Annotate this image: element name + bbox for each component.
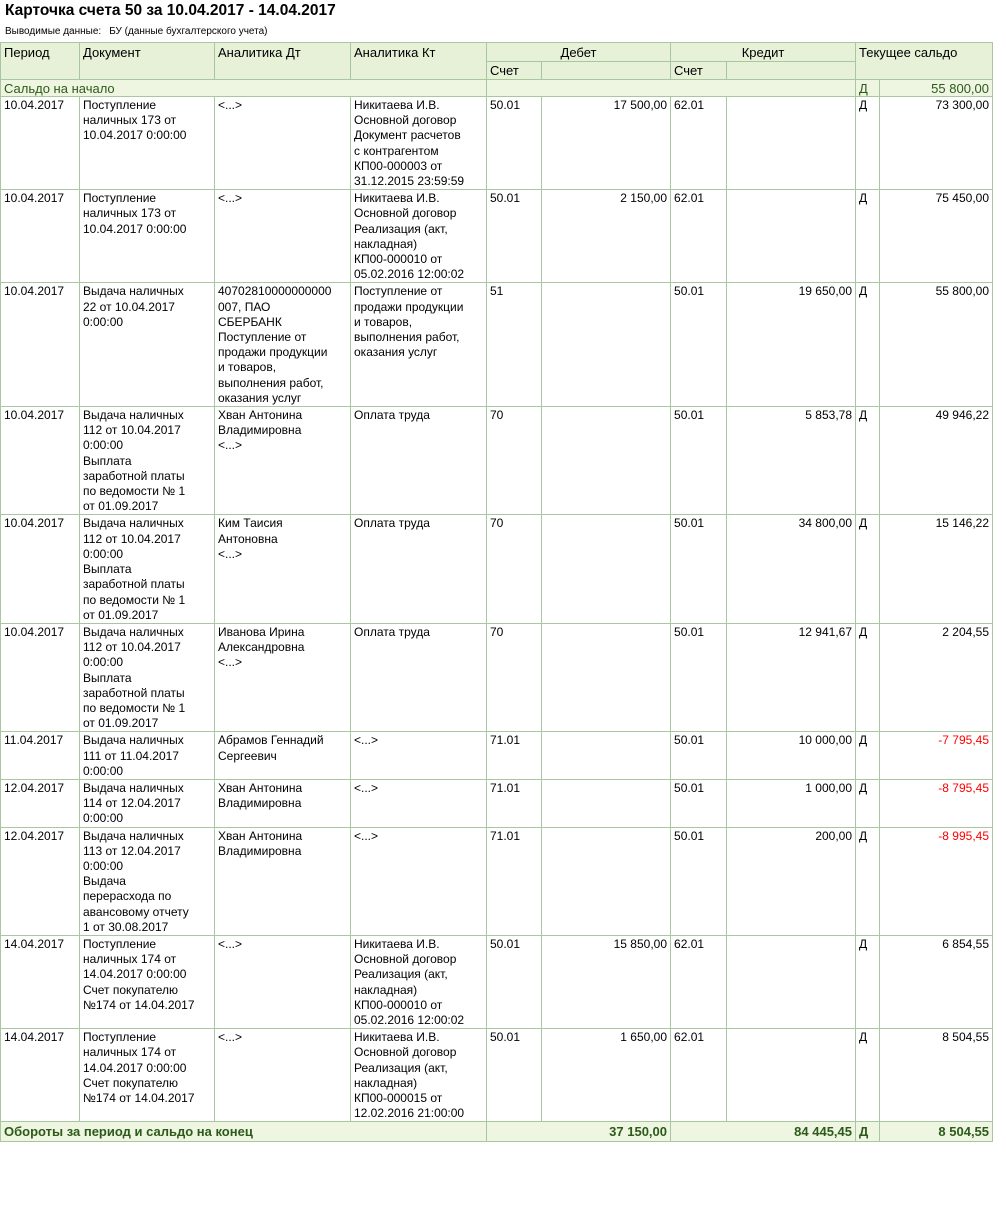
row-balance-amount: 6 854,55 [880, 935, 993, 1028]
row-document: Поступление наличных 173 от 10.04.2017 0:00:00 [80, 190, 215, 283]
row-balance-side: Д [856, 732, 880, 780]
row-period: 14.04.2017 [1, 935, 80, 1028]
row-analytics-kt: Никитаева И.В. Основной договор Реализация (акт, накладная) КП00-000010 от 05.02.2016 12:00:02 [351, 935, 487, 1028]
row-credit-account: 50.01 [671, 827, 727, 935]
totals-label: Обороты за период и сальдо на конец [1, 1122, 487, 1142]
row-analytics-dt: 40702810000000000 007, ПАО СБЕРБАНК Поступление от продажи продукции и товаров, выполнения работ, оказания услуг [215, 283, 351, 407]
row-debit-account: 70 [487, 515, 542, 623]
row-analytics-kt: Никитаева И.В. Основной договор Реализация (акт, накладная) КП00-000010 от 05.02.2016 12:00:02 [351, 190, 487, 283]
row-analytics-dt: <...> [215, 97, 351, 190]
row-analytics-kt: Никитаева И.В. Основной договор Реализация (акт, накладная) КП00-000015 от 12.02.2016 21:00:00 [351, 1029, 487, 1122]
row-debit-amount: 2 150,00 [542, 190, 671, 283]
opening-empty [487, 80, 856, 97]
row-debit-account: 50.01 [487, 935, 542, 1028]
totals-side: Д [856, 1122, 880, 1142]
row-debit-amount [542, 827, 671, 935]
row-document: Выдача наличных 113 от 12.04.2017 0:00:00 Выдача перерасхода по авансовому отчету 1 от 30.08.2017 [80, 827, 215, 935]
row-credit-amount [727, 1029, 856, 1122]
row-document: Поступление наличных 174 от 14.04.2017 0:00:00 Счет покупателю №174 от 14.04.2017 [80, 935, 215, 1028]
row-balance-amount: 15 146,22 [880, 515, 993, 623]
row-credit-amount: 12 941,67 [727, 623, 856, 731]
row-document: Выдача наличных 112 от 10.04.2017 0:00:00 Выплата заработной платы по ведомости № 1 от 01.09.2017 [80, 623, 215, 731]
row-credit-account: 62.01 [671, 97, 727, 190]
totals-balance: 8 504,55 [880, 1122, 993, 1142]
row-debit-amount: 17 500,00 [542, 97, 671, 190]
row-debit-account: 50.01 [487, 97, 542, 190]
row-balance-amount: 75 450,00 [880, 190, 993, 283]
row-document: Выдача наличных 112 от 10.04.2017 0:00:00 Выплата заработной платы по ведомости № 1 от 01.09.2017 [80, 515, 215, 623]
row-period: 10.04.2017 [1, 190, 80, 283]
row-analytics-kt: Оплата труда [351, 623, 487, 731]
row-debit-account: 50.01 [487, 1029, 542, 1122]
row-balance-side: Д [856, 935, 880, 1028]
row-debit-account: 71.01 [487, 779, 542, 827]
row-document: Выдача наличных 22 от 10.04.2017 0:00:00 [80, 283, 215, 407]
output-value: БУ (данные бухгалтерского учета) [109, 26, 268, 37]
row-credit-amount [727, 97, 856, 190]
row-period: 10.04.2017 [1, 283, 80, 407]
header-balance: Текущее сальдо [856, 43, 993, 80]
row-debit-amount [542, 407, 671, 515]
table-row [1, 827, 993, 935]
row-debit-amount: 1 650,00 [542, 1029, 671, 1122]
row-period: 12.04.2017 [1, 779, 80, 827]
row-document: Выдача наличных 112 от 10.04.2017 0:00:00 Выплата заработной платы по ведомости № 1 от 01.09.2017 [80, 407, 215, 515]
row-credit-account: 50.01 [671, 732, 727, 780]
row-credit-account: 50.01 [671, 779, 727, 827]
row-period: 12.04.2017 [1, 827, 80, 935]
row-debit-amount [542, 732, 671, 780]
table-row [1, 732, 993, 780]
row-credit-account: 50.01 [671, 283, 727, 407]
row-analytics-kt: <...> [351, 827, 487, 935]
row-document: Выдача наличных 114 от 12.04.2017 0:00:00 [80, 779, 215, 827]
row-analytics-kt: Никитаева И.В. Основной договор Документ расчетов с контрагентом КП00-000003 от 31.12.2015 23:59:59 [351, 97, 487, 190]
row-debit-account: 50.01 [487, 190, 542, 283]
row-balance-amount: 73 300,00 [880, 97, 993, 190]
row-debit-amount [542, 283, 671, 407]
row-balance-side: Д [856, 283, 880, 407]
totals-credit: 84 445,45 [671, 1122, 856, 1142]
table-row [1, 515, 993, 623]
row-balance-side: Д [856, 623, 880, 731]
row-analytics-dt: Иванова Ирина Александровна <...> [215, 623, 351, 731]
row-document: Поступление наличных 174 от 14.04.2017 0:00:00 Счет покупателю №174 от 14.04.2017 [80, 1029, 215, 1122]
row-balance-amount: -7 795,45 [880, 732, 993, 780]
header-row [1, 43, 993, 62]
row-credit-account: 62.01 [671, 935, 727, 1028]
row-analytics-dt: Хван Антонина Владимировна [215, 827, 351, 935]
row-analytics-dt: <...> [215, 1029, 351, 1122]
output-label: Выводимые данные: [5, 26, 102, 37]
row-balance-amount: 2 204,55 [880, 623, 993, 731]
header-period: Период [1, 43, 80, 80]
row-analytics-dt: <...> [215, 935, 351, 1028]
row-analytics-dt: <...> [215, 190, 351, 283]
row-credit-amount: 34 800,00 [727, 515, 856, 623]
row-debit-amount: 15 850,00 [542, 935, 671, 1028]
row-analytics-dt: Абрамов Геннадий Сергеевич [215, 732, 351, 780]
row-debit-account: 71.01 [487, 732, 542, 780]
row-credit-account: 62.01 [671, 1029, 727, 1122]
totals-row [1, 1122, 993, 1142]
row-analytics-dt: Хван Антонина Владимировна <...> [215, 407, 351, 515]
table-row [1, 1029, 993, 1122]
header-credit: Кредит [671, 43, 856, 62]
header-debit-account: Счет [487, 62, 542, 80]
output-settings [5, 26, 268, 37]
row-credit-account: 62.01 [671, 190, 727, 283]
row-balance-amount: -8 795,45 [880, 779, 993, 827]
row-credit-amount: 10 000,00 [727, 732, 856, 780]
totals-debit: 37 150,00 [487, 1122, 671, 1142]
row-debit-amount [542, 779, 671, 827]
row-analytics-kt: Поступление от продажи продукции и товаров, выполнения работ, оказания услуг [351, 283, 487, 407]
row-period: 10.04.2017 [1, 407, 80, 515]
row-credit-account: 50.01 [671, 407, 727, 515]
row-analytics-dt: Хван Антонина Владимировна [215, 779, 351, 827]
header-document: Документ [80, 43, 215, 80]
row-balance-side: Д [856, 827, 880, 935]
opening-side: Д [856, 80, 880, 97]
row-balance-amount: 55 800,00 [880, 283, 993, 407]
row-debit-amount [542, 515, 671, 623]
row-analytics-kt: Оплата труда [351, 407, 487, 515]
table-row [1, 283, 993, 407]
header-debit: Дебет [487, 43, 671, 62]
row-balance-side: Д [856, 190, 880, 283]
report-title: Карточка счета 50 за 10.04.2017 - 14.04.2017 [5, 2, 336, 19]
opening-amount: 55 800,00 [880, 80, 993, 97]
table-row [1, 935, 993, 1028]
row-period: 10.04.2017 [1, 623, 80, 731]
table-row [1, 190, 993, 283]
header-analytics-kt: Аналитика Кт [351, 43, 487, 80]
row-period: 10.04.2017 [1, 515, 80, 623]
row-analytics-kt: Оплата труда [351, 515, 487, 623]
account-card-table [0, 42, 993, 1142]
row-balance-side: Д [856, 515, 880, 623]
row-analytics-dt: Ким Таисия Антоновна <...> [215, 515, 351, 623]
row-period: 14.04.2017 [1, 1029, 80, 1122]
row-balance-amount: -8 995,45 [880, 827, 993, 935]
row-debit-account: 51 [487, 283, 542, 407]
row-document: Выдача наличных 111 от 11.04.2017 0:00:00 [80, 732, 215, 780]
row-credit-amount: 19 650,00 [727, 283, 856, 407]
row-debit-account: 71.01 [487, 827, 542, 935]
row-balance-side: Д [856, 407, 880, 515]
row-analytics-kt: <...> [351, 732, 487, 780]
row-balance-side: Д [856, 779, 880, 827]
opening-label: Сальдо на начало [1, 80, 487, 97]
row-credit-amount: 5 853,78 [727, 407, 856, 515]
row-debit-account: 70 [487, 623, 542, 731]
row-period: 11.04.2017 [1, 732, 80, 780]
table-row [1, 623, 993, 731]
header-credit-account: Счет [671, 62, 727, 80]
table-row [1, 407, 993, 515]
row-document: Поступление наличных 173 от 10.04.2017 0:00:00 [80, 97, 215, 190]
row-balance-side: Д [856, 1029, 880, 1122]
row-credit-amount [727, 935, 856, 1028]
row-credit-account: 50.01 [671, 515, 727, 623]
opening-balance-row [1, 80, 993, 97]
header-credit-amount [727, 62, 856, 80]
row-credit-amount [727, 190, 856, 283]
row-credit-account: 50.01 [671, 623, 727, 731]
row-analytics-kt: <...> [351, 779, 487, 827]
row-debit-account: 70 [487, 407, 542, 515]
row-credit-amount: 1 000,00 [727, 779, 856, 827]
table-row [1, 97, 993, 190]
table-row [1, 779, 993, 827]
row-balance-side: Д [856, 97, 880, 190]
header-analytics-dt: Аналитика Дт [215, 43, 351, 80]
row-balance-amount: 49 946,22 [880, 407, 993, 515]
header-debit-amount [542, 62, 671, 80]
row-debit-amount [542, 623, 671, 731]
row-credit-amount: 200,00 [727, 827, 856, 935]
row-balance-amount: 8 504,55 [880, 1029, 993, 1122]
row-period: 10.04.2017 [1, 97, 80, 190]
